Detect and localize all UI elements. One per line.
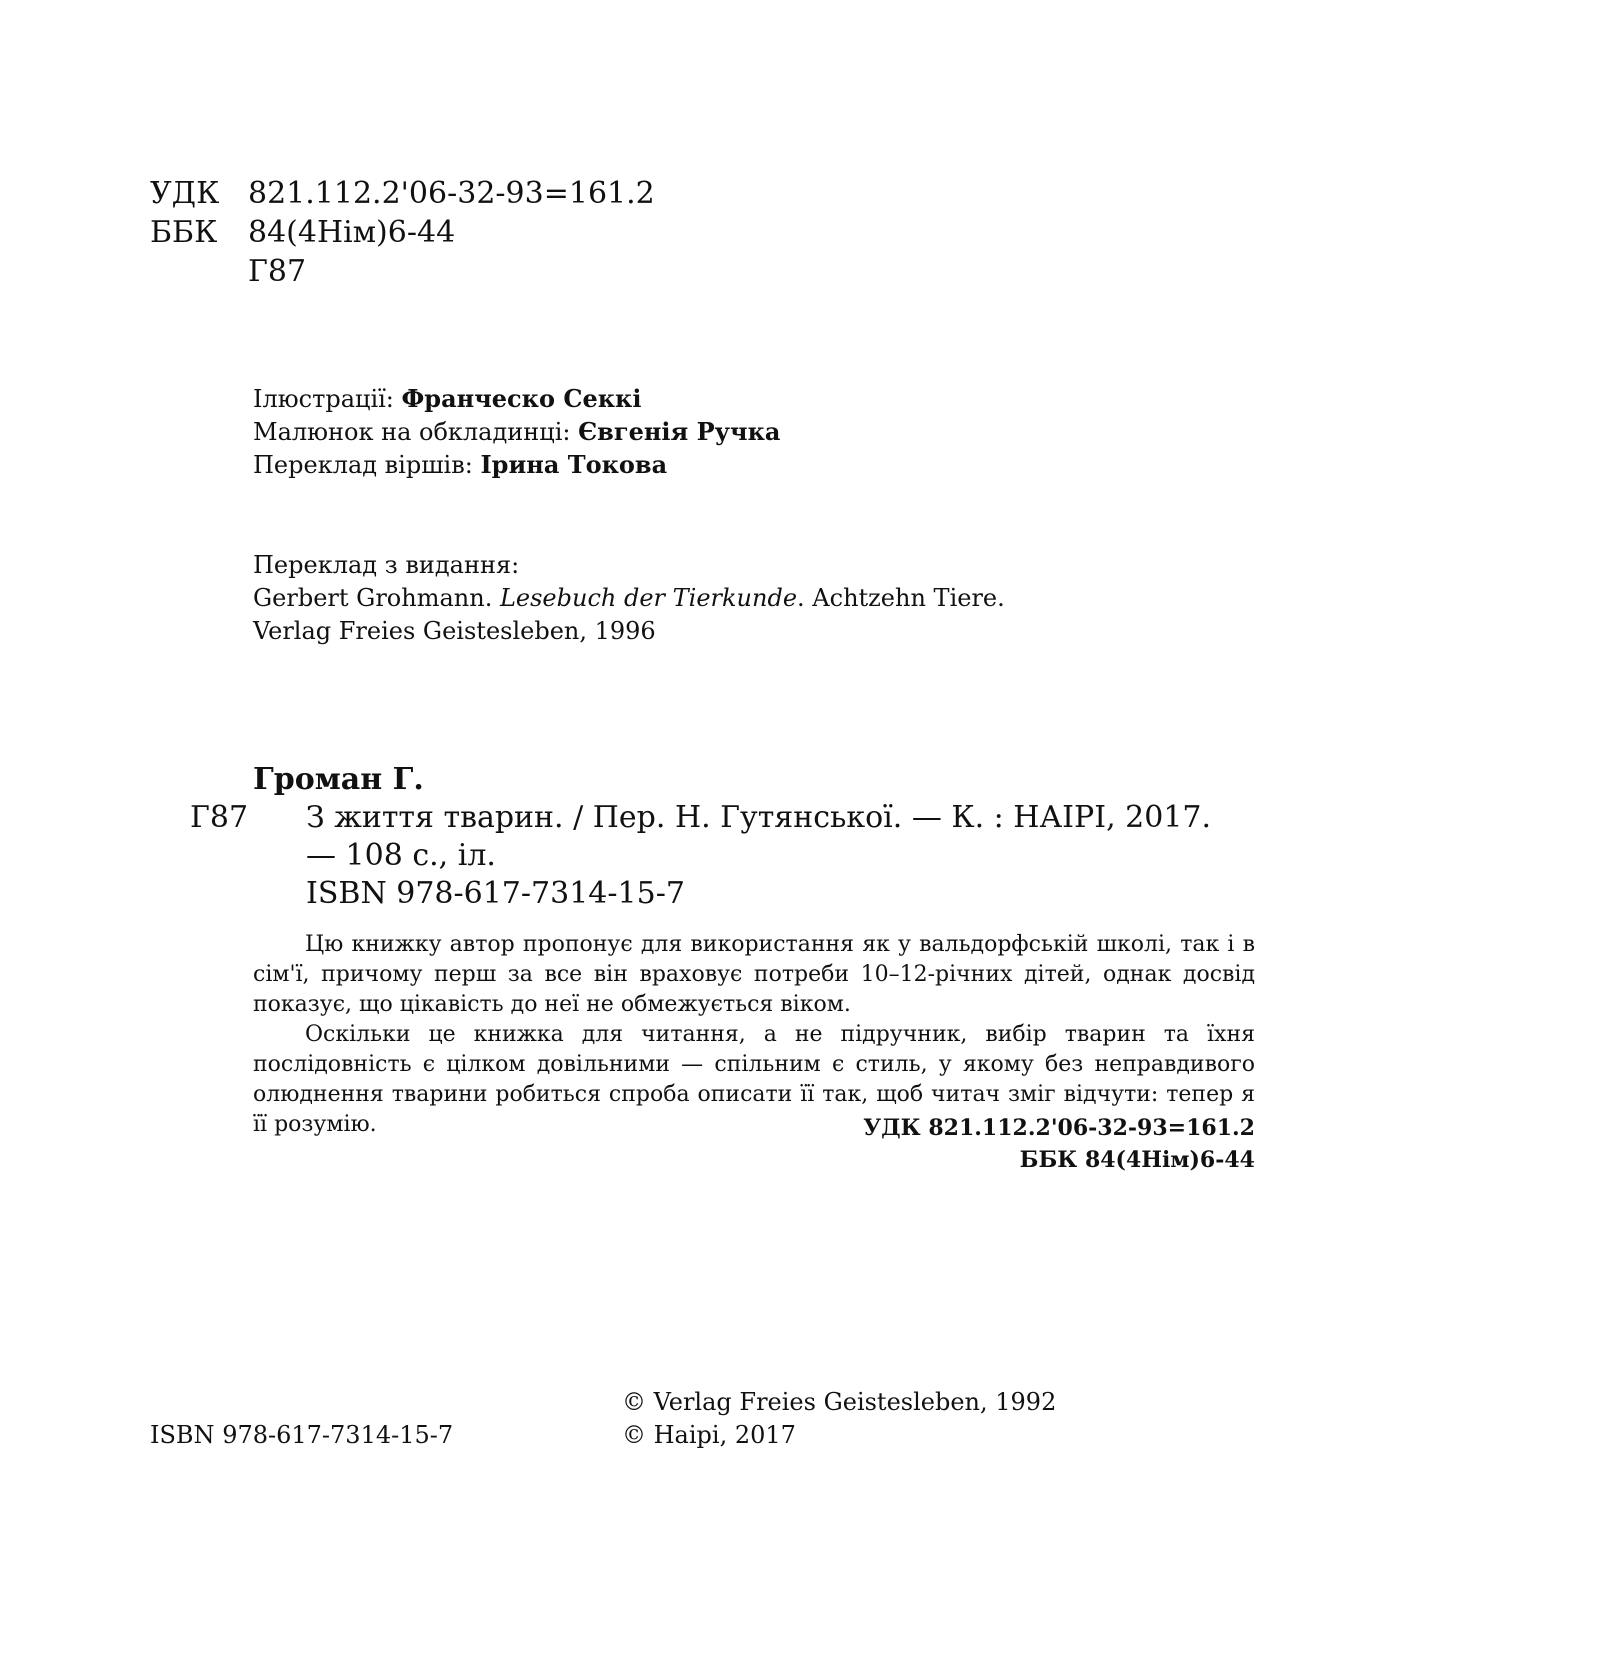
credit-illustrations bbox=[253, 384, 642, 414]
annotation-udk: УДК 821.112.2'06-32-93=161.2 bbox=[863, 1115, 1255, 1141]
bib-pages: — 108 с., іл. bbox=[306, 838, 496, 873]
annotation bbox=[253, 930, 1255, 1140]
credit-role: Ілюстрації: bbox=[253, 385, 394, 413]
bib-title-line: З життя тварин. / Пер. Н. Гутянської. — К. : НАІРІ, 2017. bbox=[306, 800, 1212, 835]
bib-mark: Г87 bbox=[190, 800, 249, 835]
bib-isbn: ISBN 978-617-7314-15-7 bbox=[306, 876, 685, 911]
credit-role: Малюнок на обкладинці: bbox=[253, 418, 571, 446]
credit-cover bbox=[253, 417, 780, 447]
original-heading: Переклад з видання: bbox=[253, 551, 520, 579]
bbk-row bbox=[150, 215, 455, 251]
author-mark: Г87 bbox=[248, 254, 307, 289]
annotation-bbk: ББК 84(4Нім)6-44 bbox=[1019, 1147, 1255, 1173]
credit-role: Переклад віршів: bbox=[253, 451, 473, 479]
footer-isbn: ISBN 978-617-7314-15-7 bbox=[150, 1421, 454, 1449]
credit-name: Євгенія Ручка bbox=[578, 417, 781, 446]
bbk-value: 84(4Нім)6-44 bbox=[248, 215, 456, 250]
credit-poems bbox=[253, 450, 667, 480]
credit-name: Ірина Токова bbox=[480, 450, 668, 479]
annotation-paragraph: Оскільки це книжка для читання, а не підручник, вибір тварин та їхня послідовність є цілком довільними — спільним є стиль, у якому без неправдивого олюднення тварини робиться спроба описати її так, щоб читач зміг відчути: тепер я її розумію. bbox=[253, 1022, 1255, 1137]
credit-name: Франческо Секкі bbox=[401, 384, 642, 413]
udk-label: УДК bbox=[150, 176, 220, 211]
annotation-paragraph: Цю книжку автор пропонує для використання як у вальдорфській школі, так і в сім'ї, причому перш за все він враховує потреби 10–12-річних дітей, однак досвід показує, що цікавість до неї не обмежується віком. bbox=[253, 932, 1255, 1017]
copyright-original: © Verlag Freies Geistesleben, 1992 bbox=[622, 1388, 1057, 1416]
udk-value: 821.112.2'06-32-93=161.2 bbox=[248, 176, 655, 211]
bib-author: Громан Г. bbox=[253, 762, 424, 797]
copyright-translation: © Наірі, 2017 bbox=[622, 1421, 796, 1449]
original-subtitle: . Achtzehn Tiere. bbox=[797, 584, 1005, 612]
original-author: Gerbert Grohmann. bbox=[253, 584, 493, 612]
original-publisher: Verlag Freies Geistesleben, 1996 bbox=[253, 617, 656, 645]
udk-row bbox=[150, 176, 655, 212]
original-title: Lesebuch der Tierkunde bbox=[499, 584, 798, 612]
original-work bbox=[253, 583, 1005, 613]
bbk-label: ББК bbox=[150, 215, 218, 250]
